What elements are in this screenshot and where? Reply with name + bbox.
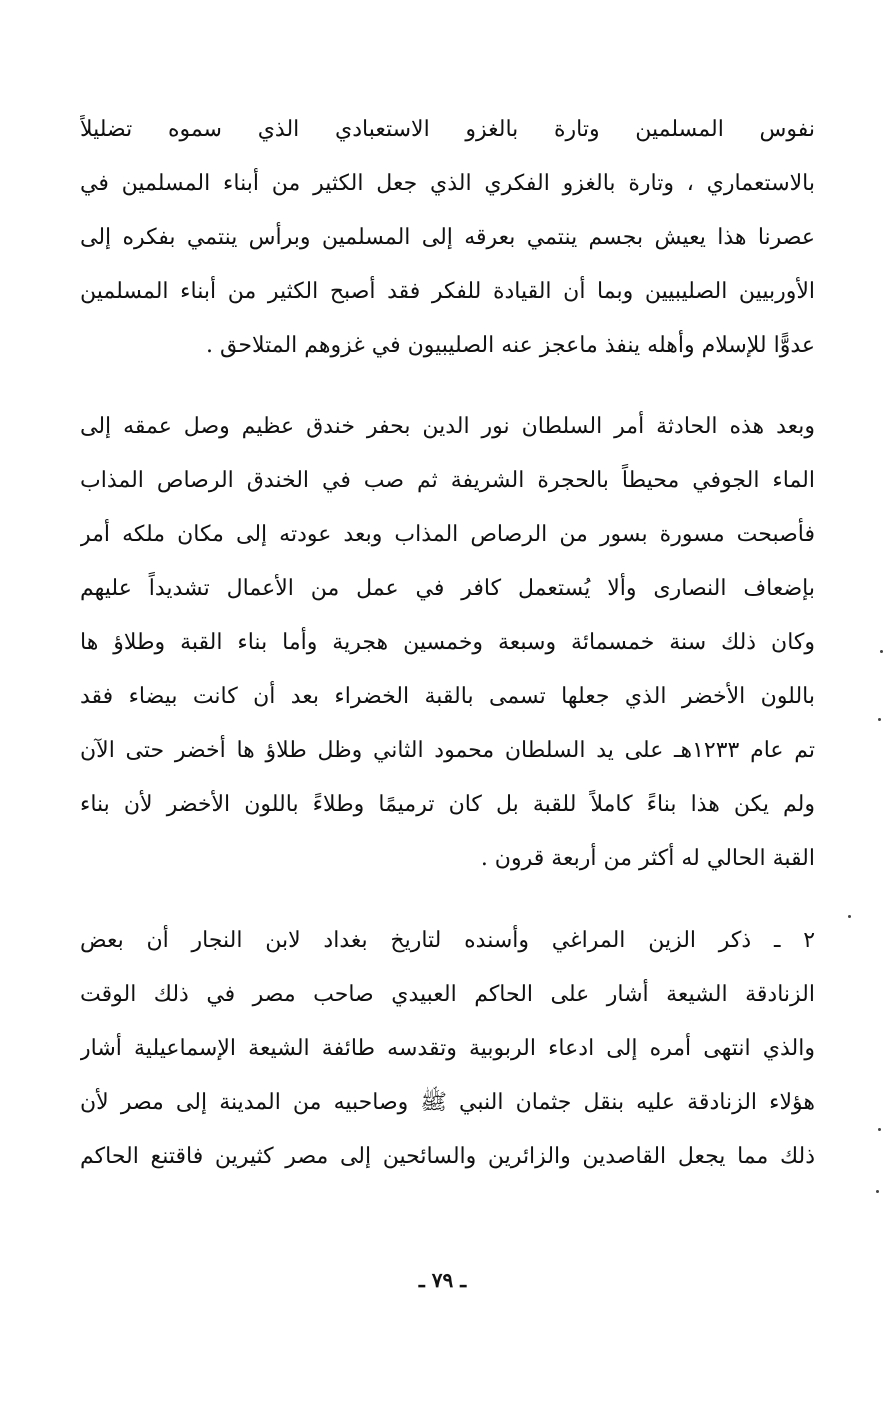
text-line: القبة الحالي له أكثر من أربعة قرون .	[480, 846, 815, 871]
text-line: الماء الجوفي محيطاً بالحجرة الشريفة ثم صب في الخندق الرصاص المذاب	[80, 468, 815, 493]
margin-mark	[880, 650, 883, 653]
text-line: فأصبحت مسورة بسور من الرصاص المذاب وبعد عودته إلى مكان ملكه أمر	[80, 522, 815, 547]
text-line: والذي انتهى أمره إلى ادعاء الربوبية وتقدسه طائفة الشيعة الإسماعيلية أشار	[80, 1036, 815, 1061]
paragraph-2	[80, 400, 815, 886]
text-line: باللون الأخضر الذي جعلها تسمى بالقبة الخضراء بعد أن كانت بيضاء فقد	[80, 684, 815, 709]
text-line: وبعد هذه الحادثة أمر السلطان نور الدين بحفر خندق عظيم وصل عمقه إلى	[80, 414, 815, 439]
margin-mark	[848, 915, 851, 918]
text-line: ذلك مما يجعل القاصدين والزائرين والسائحين إلى مصر كثيرين فاقتنع الحاكم	[80, 1144, 815, 1169]
margin-mark	[878, 718, 881, 721]
margin-mark	[876, 1190, 879, 1193]
text-line: نفوس المسلمين وتارة بالغزو الاستعبادي الذي سموه تضليلاً	[80, 117, 815, 142]
text-line: تم عام ١٢٣٣هـ على يد السلطان محمود الثاني وظل طلاؤ ها أخضر حتى الآن	[80, 738, 815, 763]
page-number: ـ ٧٩ ـ	[418, 1268, 467, 1292]
text-line: هؤلاء الزنادقة عليه بنقل جثمان النبي ﷺ وصاحبيه من المدينة إلى مصر لأن	[80, 1090, 815, 1115]
text-line: بالاستعماري ، وتارة بالغزو الفكري الذي جعل الكثير من أبناء المسلمين في	[80, 171, 815, 196]
paragraph-3	[80, 914, 815, 1184]
margin-mark	[878, 1128, 881, 1131]
text-line: عدوًّا للإسلام وأهله ينفذ ماعجز عنه الصليبيون في غزوهم المتلاحق .	[206, 333, 815, 358]
paragraph-1	[80, 103, 815, 373]
text-line: الأوربيين الصليبيين وبما أن القيادة للفكر فقد أصبح الكثير من أبناء المسلمين	[80, 279, 815, 304]
text-line: بإضعاف النصارى وألا يُستعمل كافر في عمل من الأعمال تشديداً عليهم	[80, 576, 815, 601]
text-line: عصرنا هذا يعيش بجسم ينتمي بعرقه إلى المسلمين وبرأس ينتمي بفكره إلى	[80, 225, 815, 250]
text-line: ولم يكن هذا بناءً كاملاً للقبة بل كان ترميمًا وطلاءً باللون الأخضر لأن بناء	[80, 792, 815, 817]
text-line: الزنادقة الشيعة أشار على الحاكم العبيدي صاحب مصر في ذلك الوقت	[80, 982, 815, 1007]
text-line: وكان ذلك سنة خمسمائة وسبعة وخمسين هجرية وأما بناء القبة وطلاؤ ها	[80, 630, 815, 655]
text-line: ٢ ـ ذكر الزين المراغي وأسنده لتاريخ بغداد لابن النجار أن بعض	[80, 928, 815, 953]
